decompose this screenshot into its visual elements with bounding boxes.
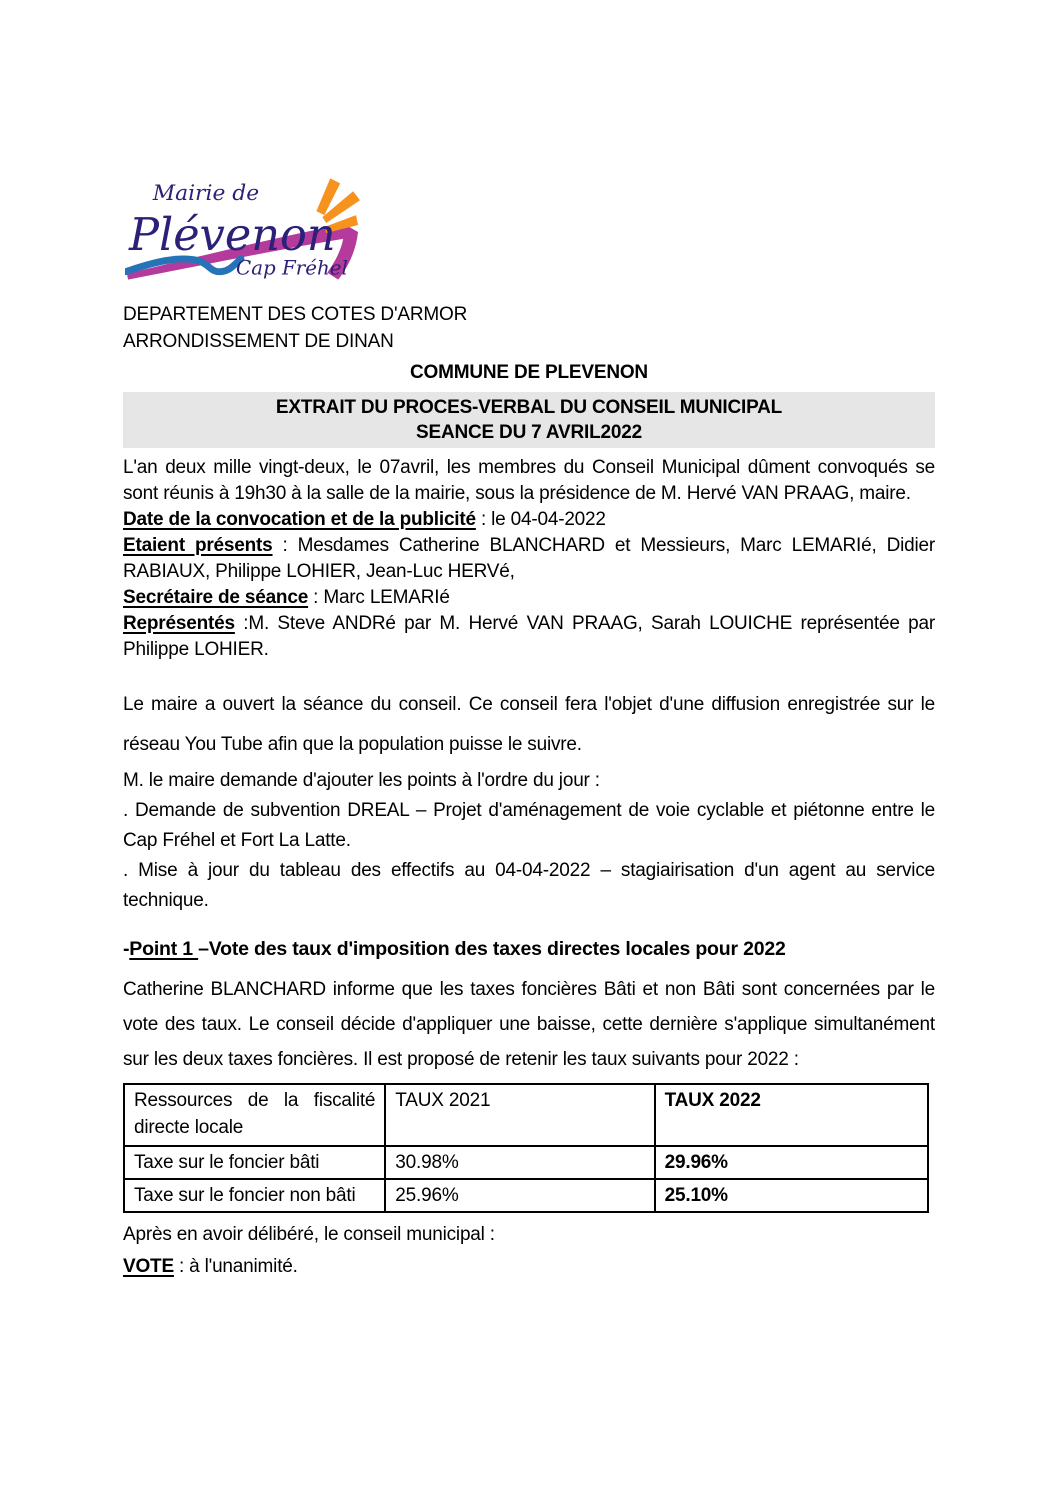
secretary-line <box>123 585 935 611</box>
secretary-value: : Marc LEMARIé <box>308 587 450 608</box>
opening-paragraph: Le maire a ouvert la séance du conseil. Ce conseil fera l'objet d'une diffusion enregistrée sur le réseau You Tube afin que la population puisse le suivre. <box>123 694 935 755</box>
point1-heading <box>123 936 935 962</box>
convocation-line <box>123 507 935 533</box>
point1-separator: – <box>198 938 209 960</box>
preamble-section <box>123 455 935 663</box>
tax-table-header-taux-2022: TAUX 2022 <box>655 1084 928 1146</box>
represented-label: Représentés <box>123 613 235 634</box>
tax-table-header-row <box>124 1084 928 1146</box>
logo-mairie-de-text: Mairie de <box>152 181 260 207</box>
intro-paragraph: L'an deux mille vingt-deux, le 07avril, les membres du Conseil Municipal dûment convoqués se sont réunis à 19h30 à la salle de la mairie, sous la présidence de M. Hervé VAN PRAAG, maire. <box>123 457 935 504</box>
decision-section <box>123 1219 935 1283</box>
mairie-plevenon-logo <box>125 170 363 285</box>
deliberation-line: Après en avoir délibéré, le conseil municipal : <box>123 1224 495 1245</box>
table-row <box>124 1146 928 1179</box>
arrondissement-line: ARRONDISSEMENT DE DINAN <box>123 331 394 352</box>
point1-body: Catherine BLANCHARD informe que les taxes foncières Bâti et non Bâti sont concernées par le vote des taux. Le conseil décide d'appliquer une baisse, cette dernière s'applique simultanément sur les deux taxes foncières. Il est proposé de retenir les taux suivants pour 2022 : <box>123 979 935 1070</box>
agenda-item: . Demande de subvention DREAL – Projet d'aménagement de voie cyclable et piétonne entre le Cap Fréhel et Fort La Latte. <box>123 800 935 851</box>
convocation-value: : le 04-04-2022 <box>475 509 606 530</box>
vote-value: : à l'unanimité. <box>173 1256 298 1277</box>
tax-table-cell: 25.96% <box>385 1179 654 1212</box>
tax-table-header-resources: Ressources de la fiscalité directe locale <box>124 1084 385 1146</box>
agenda-section <box>123 766 935 916</box>
title-banner <box>123 392 935 448</box>
tax-table-cell: 29.96% <box>655 1146 928 1179</box>
presents-label: Etaient présents <box>123 535 273 556</box>
commune-title: COMMUNE DE PLEVENON <box>410 362 648 383</box>
document-content <box>123 0 935 1283</box>
presents-value: : Mesdames Catherine BLANCHARD et Messieurs, Marc LEMARIé, Didier RABIAUX, Philippe LOHIER, Jean-Luc HERVé, <box>123 535 935 582</box>
tax-table-cell: 30.98% <box>385 1146 654 1179</box>
vote-line <box>123 1251 935 1283</box>
point1-prefix: - <box>123 938 130 960</box>
banner-line-2: SEANCE DU 7 AVRIL2022 <box>416 422 642 443</box>
convocation-label: Date de la convocation et de la publicité <box>123 509 476 530</box>
tax-rates-table <box>123 1083 929 1213</box>
secretary-label: Secrétaire de séance <box>123 587 309 608</box>
represented-value: :M. Steve ANDRé par M. Hervé VAN PRAAG, Sarah LOUICHE représentée par Philippe LOHIER. <box>123 613 935 660</box>
tax-table-cell: Taxe sur le foncier bâti <box>124 1146 385 1179</box>
table-row <box>124 1179 928 1212</box>
logo-cap-frehel-text: Cap Fréhel <box>236 256 348 280</box>
point1-label: Point 1 <box>129 938 199 960</box>
banner-line-1: EXTRAIT DU PROCES-VERBAL DU CONSEIL MUNICIPAL <box>275 397 783 418</box>
represented-line <box>123 611 935 663</box>
department-line: DEPARTEMENT DES COTES D'ARMOR <box>123 304 468 325</box>
agenda-item: . Mise à jour du tableau des effectifs au 04-04-2022 – stagiairisation d'un agent au service technique. <box>123 860 935 911</box>
tax-table-cell: Taxe sur le foncier non bâti <box>124 1179 385 1212</box>
vote-label: VOTE <box>123 1256 174 1277</box>
letterhead <box>123 301 935 355</box>
tax-table-header-taux-2021: TAUX 2021 <box>385 1084 654 1146</box>
presents-line <box>123 533 935 585</box>
agenda-intro: M. le maire demande d'ajouter les points à l'ordre du jour : <box>123 770 600 791</box>
logo-name-text: Plévenon <box>128 208 336 261</box>
point1-title: Vote des taux d'imposition des taxes directes locales pour 2022 <box>208 938 786 960</box>
tax-table-cell: 25.10% <box>655 1179 928 1212</box>
